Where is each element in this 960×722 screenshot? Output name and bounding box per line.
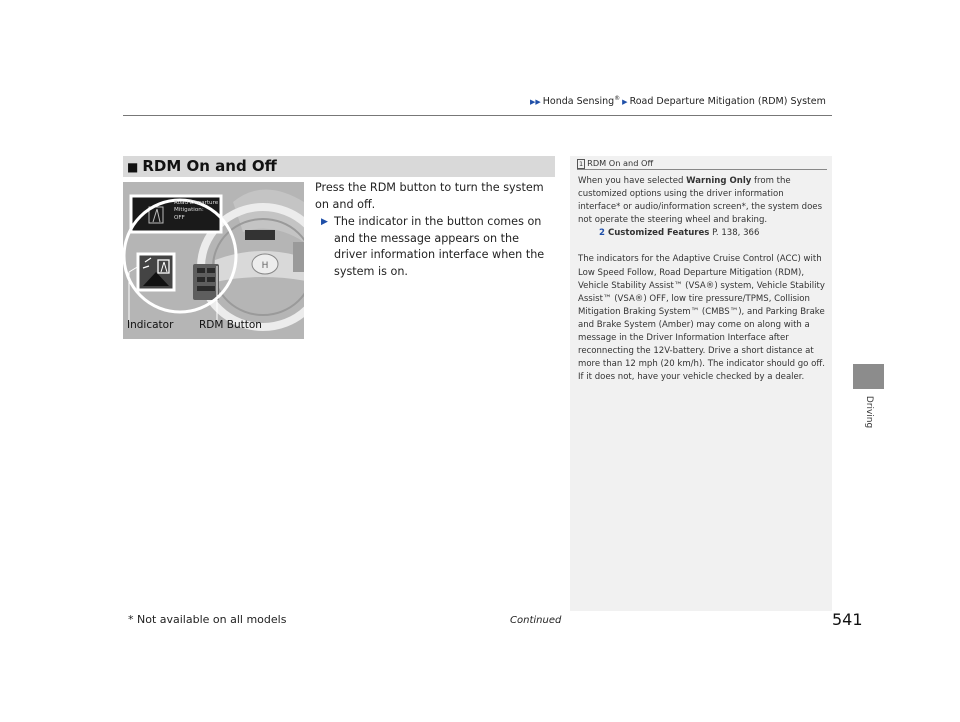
breadcrumb-arrow-icon: ▶ — [622, 98, 628, 107]
note-text — [578, 175, 828, 384]
screen-message-line: Road Departure — [174, 200, 219, 206]
section-title-text: RDM On and Off — [142, 157, 277, 175]
screen-message-line: OFF — [174, 214, 185, 221]
note-header-text: RDM On and Off — [587, 158, 654, 168]
breadcrumb-second[interactable]: Road Departure Mitigation (RDM) System — [629, 96, 826, 108]
note-text-run: from the customized options using the driver information interface* or audio/information screen*, the system does not operate the steering wheel and braking. — [578, 176, 823, 226]
xref-pages[interactable]: P. 138, 366 — [709, 228, 760, 239]
header-rule — [123, 115, 832, 116]
instruction-paragraph: Press the RDM button to turn the system on and off. — [315, 181, 544, 211]
chapter-tab-label: Driving — [864, 395, 874, 429]
sub-instruction-text: The indicator in the button comes on and the message appears on the driver information interface when the system is on. — [334, 215, 545, 278]
body-text — [315, 180, 555, 280]
note-paragraph-1 — [578, 175, 828, 227]
chapter-tab[interactable] — [853, 364, 884, 389]
screen-message — [174, 200, 218, 222]
note-rule — [577, 169, 827, 170]
note-text-run: When you have selected — [578, 176, 687, 186]
screen-message-line: Mitigation: — [174, 207, 204, 214]
breadcrumb-reg-mark: ® — [614, 95, 621, 102]
svg-text:H: H — [261, 261, 269, 271]
footnote: * Not available on all models — [128, 613, 287, 626]
dashboard-figure — [123, 182, 304, 339]
note-gap — [578, 240, 828, 253]
section-bullet-icon: ■ — [127, 160, 139, 174]
note-header — [577, 158, 653, 168]
cross-reference[interactable] — [578, 227, 828, 240]
note-paragraph-2: The indicators for the Adaptive Cruise Control (ACC) with Low Speed Follow, Road Departure Mitigation (RDM), Vehicle Stability Assist™ (VSA®) system, Vehicle Stability Assist™ (VSA®) OFF, low tire pressure/TPMS, Collision Mitigation Braking System™ (CMBS™), and Parking Brake and Brake System (Amber) may come on along with a message in the Driver Information Interface after reconnecting the 12V-battery. Drive a short distance at more than 12 mph (20 km/h). The indicator should go off. If it does not, have your vehicle checked by a dealer. — [578, 254, 825, 383]
xref-icon: 2 — [599, 228, 605, 239]
note-bold-term: Warning Only — [686, 176, 752, 186]
rdm-button-label: RDM Button — [199, 319, 262, 331]
breadcrumb-arrow-icon: ▶▶ — [530, 98, 541, 107]
indicator-label: Indicator — [127, 319, 174, 331]
section-title — [127, 157, 277, 175]
breadcrumb-first[interactable]: Honda Sensing — [542, 96, 615, 108]
xref-title[interactable]: Customized Features — [607, 228, 710, 239]
sub-arrow-icon: ▶ — [321, 217, 328, 227]
continued-label: Continued — [510, 615, 562, 626]
sub-instruction — [315, 214, 555, 280]
breadcrumb — [530, 95, 826, 107]
note-mark-icon: 1 — [579, 160, 584, 168]
page-number: 541 — [832, 610, 863, 629]
